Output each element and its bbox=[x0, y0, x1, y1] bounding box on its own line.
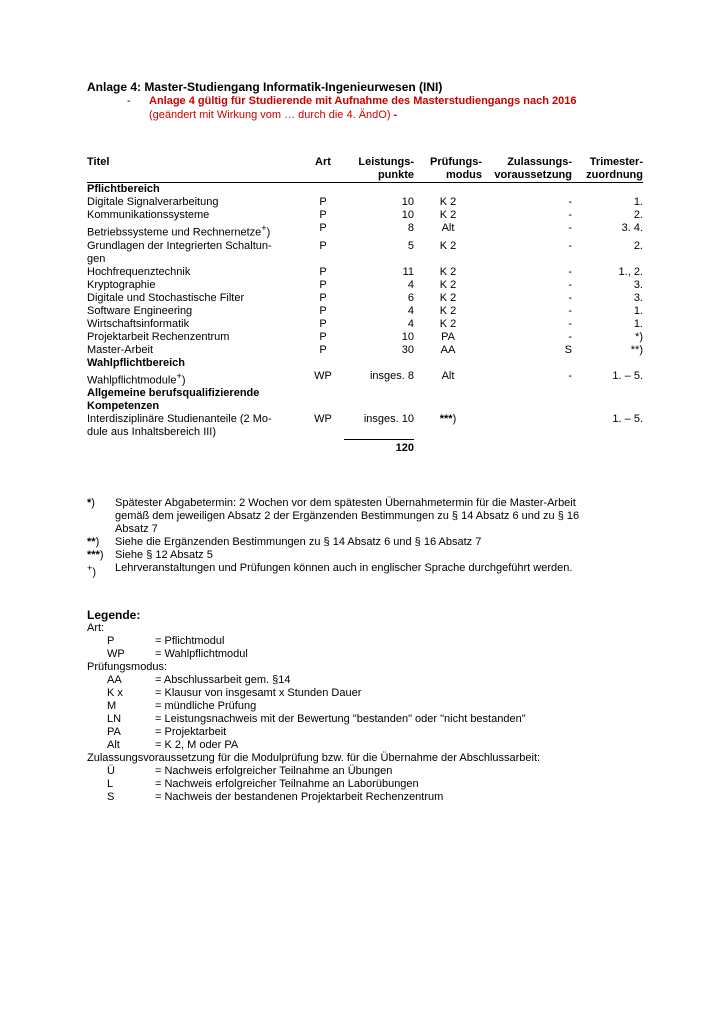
cell-titel: Software Engineering bbox=[87, 304, 193, 317]
cell-lp: insges. 10 bbox=[363, 413, 414, 426]
legend-art-label: Art: bbox=[87, 622, 105, 635]
cell-pm: K 2 bbox=[439, 278, 457, 291]
footnote-mark: **) bbox=[87, 535, 100, 548]
cell-zv bbox=[482, 413, 572, 439]
legend-pm-label: Prüfungsmodus: bbox=[87, 661, 168, 674]
cell-pm: K 2 bbox=[439, 196, 457, 208]
cell-titel: Betriebssysteme und Rechnernetze+) bbox=[87, 223, 271, 239]
legend-item bbox=[87, 687, 644, 700]
cell-art: WP bbox=[314, 369, 332, 382]
cell-lp: 10 bbox=[401, 209, 414, 221]
cell-art: P bbox=[319, 265, 327, 278]
legend-key: M bbox=[107, 700, 117, 713]
cell-lp: insges. 8 bbox=[369, 369, 414, 382]
cell-zv: S bbox=[564, 343, 572, 356]
cell-tz: **) bbox=[630, 343, 643, 356]
legend-value: = mündliche Prüfung bbox=[155, 700, 257, 713]
cell-lp: 4 bbox=[407, 317, 414, 330]
header-pruefungsmodus: Prüfungs- modus bbox=[414, 156, 482, 183]
cell-lp: 10 bbox=[401, 196, 414, 208]
subtitle-dash: - bbox=[127, 95, 131, 107]
cell-zv: - bbox=[568, 369, 572, 382]
cell-pm: K 2 bbox=[439, 209, 457, 221]
table-row bbox=[87, 266, 643, 279]
legend-item bbox=[87, 765, 644, 778]
footnote-mark: *) bbox=[87, 496, 95, 509]
cell-zv: - bbox=[568, 291, 572, 304]
legend-key: P bbox=[107, 635, 115, 648]
amendment-line bbox=[149, 108, 644, 122]
legend-item bbox=[87, 791, 644, 804]
subtitle-text: Anlage 4 gültig für Studierende mit Aufnahme des Masterstudiengangs nach 2016 bbox=[149, 95, 577, 107]
cell-zv: - bbox=[568, 317, 572, 330]
legend-key: K x bbox=[107, 687, 123, 700]
cell-zv: - bbox=[568, 196, 572, 208]
cell-art: P bbox=[319, 278, 327, 291]
amendment-dash: - bbox=[390, 109, 398, 121]
cell-zv: - bbox=[568, 209, 572, 221]
footnote: **) Siehe die Ergänzenden Bestimmungen zu § 14 Absatz 6 und § 16 Absatz 7 bbox=[87, 535, 482, 548]
legend-key: Alt bbox=[107, 739, 120, 752]
table-row bbox=[87, 305, 643, 318]
legend-item bbox=[87, 726, 644, 739]
sum-row bbox=[87, 439, 643, 455]
section-wahlpflicht: Wahlpflichtbereich bbox=[87, 356, 185, 369]
cell-pm: Alt bbox=[441, 369, 455, 382]
legend-value: = Abschlussarbeit gem. §14 bbox=[155, 674, 291, 687]
legend-value: = Klausur von insgesamt x Stunden Dauer bbox=[155, 687, 362, 700]
legend-item bbox=[87, 700, 644, 713]
table-row bbox=[87, 344, 643, 357]
cell-titel: Projektarbeit Rechenzentrum bbox=[87, 330, 230, 343]
cell-art: WP bbox=[314, 413, 332, 426]
legend-item bbox=[87, 674, 644, 687]
cell-tz: 1. – 5. bbox=[612, 369, 643, 382]
cell-tz: 1., 2. bbox=[618, 265, 643, 278]
cell-art: P bbox=[319, 239, 327, 252]
cell-titel: Interdisziplinäre Studienanteile (2 Mo- dule aus Inhaltsbereich III) bbox=[87, 413, 272, 439]
cell-tz: 2. bbox=[633, 239, 643, 252]
cell-titel: Digitale Signalverarbeitung bbox=[87, 196, 219, 208]
footnotes bbox=[87, 497, 644, 580]
cell-art: P bbox=[319, 304, 327, 317]
cell-art: P bbox=[319, 330, 327, 343]
legend-value: = Nachweis der bestandenen Projektarbeit Rechenzentrum bbox=[155, 791, 444, 804]
subtitle-line bbox=[127, 94, 644, 108]
legend-title: Legende: bbox=[87, 608, 141, 623]
cell-zv: - bbox=[568, 330, 572, 343]
cell-tz: 1. – 5. bbox=[612, 413, 643, 426]
cell-titel: Wirtschaftsinformatik bbox=[87, 317, 190, 330]
section-allgemein: Allgemeine berufsqualifizierende Kompetenzen bbox=[87, 387, 260, 413]
cell-lp: 11 bbox=[402, 265, 414, 278]
legend-item bbox=[87, 713, 644, 726]
cell-pm: K 2 bbox=[439, 291, 457, 304]
legend-value: = Leistungsnachweis mit der Bewertung "bestanden" oder "nicht bestanden" bbox=[155, 713, 526, 726]
cell-art: P bbox=[319, 291, 327, 304]
sum-value: 120 bbox=[344, 439, 414, 455]
footnote-mark: ***) bbox=[87, 548, 104, 561]
table-row bbox=[87, 196, 643, 209]
legend-item bbox=[87, 648, 644, 661]
cell-pm: ***) bbox=[439, 413, 457, 426]
legend-zv-items bbox=[87, 765, 644, 804]
amendment-text: (geändert mit Wirkung vom … durch die 4. ÄndO) bbox=[149, 109, 391, 121]
cell-zv: - bbox=[568, 278, 572, 291]
table-row bbox=[87, 222, 643, 240]
cell-pm: K 2 bbox=[439, 265, 457, 278]
cell-pm: PA bbox=[441, 330, 455, 343]
legend-pm-items bbox=[87, 674, 644, 752]
cell-zv: - bbox=[568, 265, 572, 278]
cell-pm: K 2 bbox=[439, 304, 457, 317]
cell-pm: K 2 bbox=[439, 317, 457, 330]
legend-key: L bbox=[107, 778, 114, 791]
cell-titel: Master-Arbeit bbox=[87, 343, 154, 356]
table-row bbox=[87, 318, 643, 331]
legend-value: = K 2, M oder PA bbox=[155, 739, 239, 752]
cell-tz: 3. bbox=[633, 278, 643, 291]
legend-zv-label: Zulassungsvoraussetzung für die Modulprüfung bzw. für die Übernahme der Abschlussarbeit: bbox=[87, 752, 541, 765]
legend-value: = Nachweis erfolgreicher Teilnahme an Übungen bbox=[155, 765, 393, 778]
legend-key: WP bbox=[107, 648, 125, 661]
legend-item bbox=[87, 739, 644, 752]
legend-item bbox=[87, 635, 644, 648]
cell-tz: 3. 4. bbox=[621, 222, 643, 234]
table-row bbox=[87, 292, 643, 305]
header-titel: Titel bbox=[87, 156, 302, 183]
table-row bbox=[87, 279, 643, 292]
cell-titel: Digitale und Stochastische Filter bbox=[87, 291, 245, 304]
pflicht-rows bbox=[87, 196, 643, 357]
footnote: +) Lehrveranstaltungen und Prüfungen können auch in englischer Sprache durchgeführt werden. bbox=[87, 561, 573, 579]
cell-art: P bbox=[319, 196, 327, 208]
legend-art-items bbox=[87, 635, 644, 661]
cell-art: P bbox=[319, 343, 327, 356]
legend-key: Ü bbox=[107, 765, 115, 778]
cell-lp: 10 bbox=[401, 330, 414, 343]
table-header-row bbox=[87, 156, 643, 183]
legend-key: PA bbox=[107, 726, 121, 739]
header-trimester: Trimester- zuordnung bbox=[572, 156, 643, 183]
legend-item bbox=[87, 778, 644, 791]
cell-tz: *) bbox=[635, 330, 643, 343]
cell-titel: Wahlpflichtmodule+) bbox=[87, 370, 186, 387]
legend-value: = Wahlpflichtmodul bbox=[155, 648, 248, 661]
document-title: Anlage 4: Master-Studiengang Informatik-Ingenieurwesen (INI) bbox=[87, 80, 443, 94]
module-table bbox=[87, 156, 643, 455]
cell-art: P bbox=[319, 222, 327, 234]
cell-tz: 1. bbox=[633, 196, 643, 208]
cell-tz: 2. bbox=[633, 209, 643, 221]
legend-value: = Projektarbeit bbox=[155, 726, 227, 739]
footnote-mark: +) bbox=[87, 562, 97, 579]
section-pflicht: Pflichtbereich bbox=[87, 183, 160, 195]
cell-lp: 8 bbox=[407, 222, 414, 234]
header-leistungspunkte: Leistungs- punkte bbox=[344, 156, 414, 183]
footnote: ***) Siehe § 12 Absatz 5 bbox=[87, 548, 213, 561]
cell-lp: 4 bbox=[407, 278, 414, 291]
legend-value: = Pflichtmodul bbox=[155, 635, 225, 648]
header-art: Art bbox=[302, 156, 344, 183]
cell-pm: AA bbox=[440, 343, 456, 356]
cell-zv: - bbox=[568, 239, 572, 252]
cell-pm: Alt bbox=[441, 222, 455, 234]
legend bbox=[87, 609, 644, 804]
legend-key: LN bbox=[107, 713, 122, 726]
cell-lp: 4 bbox=[407, 304, 414, 317]
table-row bbox=[87, 240, 643, 266]
cell-titel: Grundlagen der Integrierten Schaltun- gen bbox=[87, 239, 272, 265]
table-row bbox=[87, 331, 643, 344]
cell-zv: - bbox=[568, 304, 572, 317]
cell-art: P bbox=[319, 317, 327, 330]
table-row bbox=[87, 413, 643, 439]
footnote: *) Spätester Abgabetermin: 2 Wochen vor dem spätesten Übernahmetermin für die Master-Arbeit gemäß dem jeweiligen Absatz 2 der Ergänzenden Bestimmungen zu § 14 Absatz 6 und zu § 16 Absatz 7 bbox=[87, 496, 580, 535]
cell-titel: Hochfrequenztechnik bbox=[87, 265, 191, 278]
legend-key: AA bbox=[107, 674, 122, 687]
table-row bbox=[87, 209, 643, 222]
cell-tz: 1. bbox=[633, 304, 643, 317]
legend-key: S bbox=[107, 791, 115, 804]
cell-lp: 30 bbox=[401, 343, 414, 356]
cell-lp: 6 bbox=[407, 291, 414, 304]
cell-tz: 1. bbox=[633, 317, 643, 330]
cell-tz: 3. bbox=[633, 291, 643, 304]
cell-lp: 5 bbox=[407, 239, 414, 252]
cell-zv: - bbox=[568, 222, 572, 234]
cell-art: P bbox=[319, 209, 327, 221]
table-row bbox=[87, 370, 643, 388]
cell-titel: Kryptographie bbox=[87, 278, 156, 291]
cell-pm: K 2 bbox=[439, 239, 457, 252]
legend-value: = Nachweis erfolgreicher Teilnahme an Laborübungen bbox=[155, 778, 419, 791]
header-zulassung: Zulassungs- voraussetzung bbox=[482, 156, 572, 183]
cell-titel: Kommunikationssysteme bbox=[87, 209, 210, 221]
